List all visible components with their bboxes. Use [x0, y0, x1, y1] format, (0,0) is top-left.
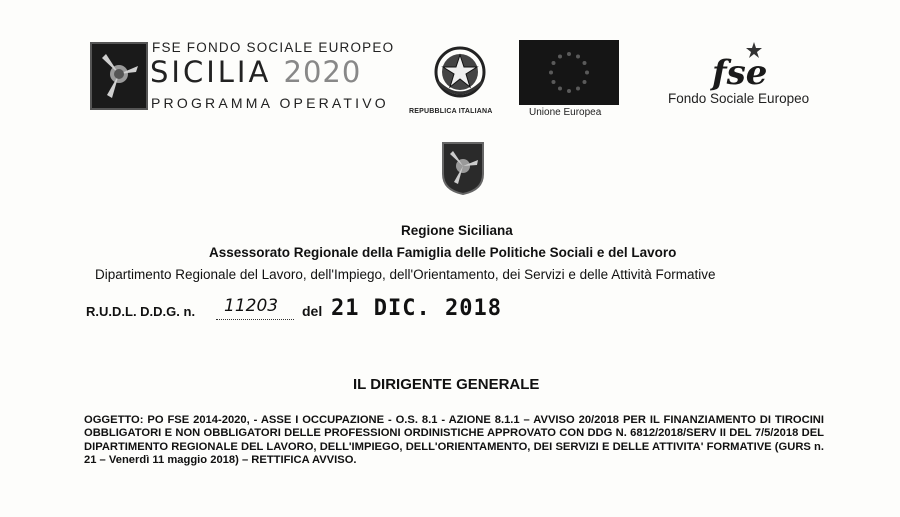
- repubblica-italiana-emblem-icon: [430, 42, 490, 102]
- fse-logo-icon: [708, 40, 778, 92]
- sicilia-logo-line1: FSE FONDO SOCIALE EUROPEO: [152, 40, 395, 55]
- sicilia-logo-word: SICILIA: [150, 55, 272, 89]
- fse-label: Fondo Sociale Europeo: [668, 91, 810, 106]
- assessorato-title: Assessorato Regionale della Famiglia delle Politiche Sociali e del Lavoro: [209, 245, 677, 260]
- eu-flag-icon: [519, 40, 619, 105]
- trinacria-emblem-icon: [90, 42, 148, 110]
- numero-underline: [216, 319, 294, 320]
- sicilia-logo-line3: PROGRAMMA OPERATIVO: [151, 95, 389, 111]
- decreto-prefix: R.U.D.L. D.D.G. n.: [86, 304, 196, 319]
- decreto-numero: 11203: [224, 296, 279, 316]
- decreto-date-stamp: 21 DIC. 2018: [331, 296, 502, 321]
- repubblica-label: REPUBBLICA ITALIANA: [409, 108, 493, 115]
- oggetto-paragraph: OGGETTO: PO FSE 2014-2020, - ASSE I OCCUPAZIONE - O.S. 8.1 - AZIONE 8.1.1 – AVVISO 20/2018 PER IL FINANZIAMENTO DI TIROCINI OBBLIGATORI E NON OBBLIGATORI DELLE PROFESSIONI ORDINISTICHE APPROVATO CON DDG N. 6812/2018/SERV II DEL 7/5/2018 DEL DIPARTIMENTO REGIONALE DEL LAVORO, DELL'IMPIEGO, DELL'ORIENTAMENTO, DEI SERVIZI E DELLE ATTIVITA' FORMATIVE (GURS n. 21 – Venerdì 11 maggio 2018) – RETTIFICA AVVISO.: [84, 414, 824, 467]
- sicilia-logo-year: 2020: [283, 55, 362, 89]
- dipartimento-title: Dipartimento Regionale del Lavoro, dell'Impiego, dell'Orientamento, dei Servizi e delle Attività Formative: [95, 267, 716, 282]
- document-heading: IL DIRIGENTE GENERALE: [353, 376, 540, 393]
- eu-label: Unione Europea: [529, 107, 602, 118]
- regione-title: Regione Siciliana: [401, 223, 513, 238]
- fse-logo-mark: fse: [712, 53, 768, 92]
- sicilia-logo-title: [150, 55, 362, 89]
- regione-siciliana-emblem-icon: [440, 140, 486, 196]
- decreto-del-label: del: [302, 303, 323, 319]
